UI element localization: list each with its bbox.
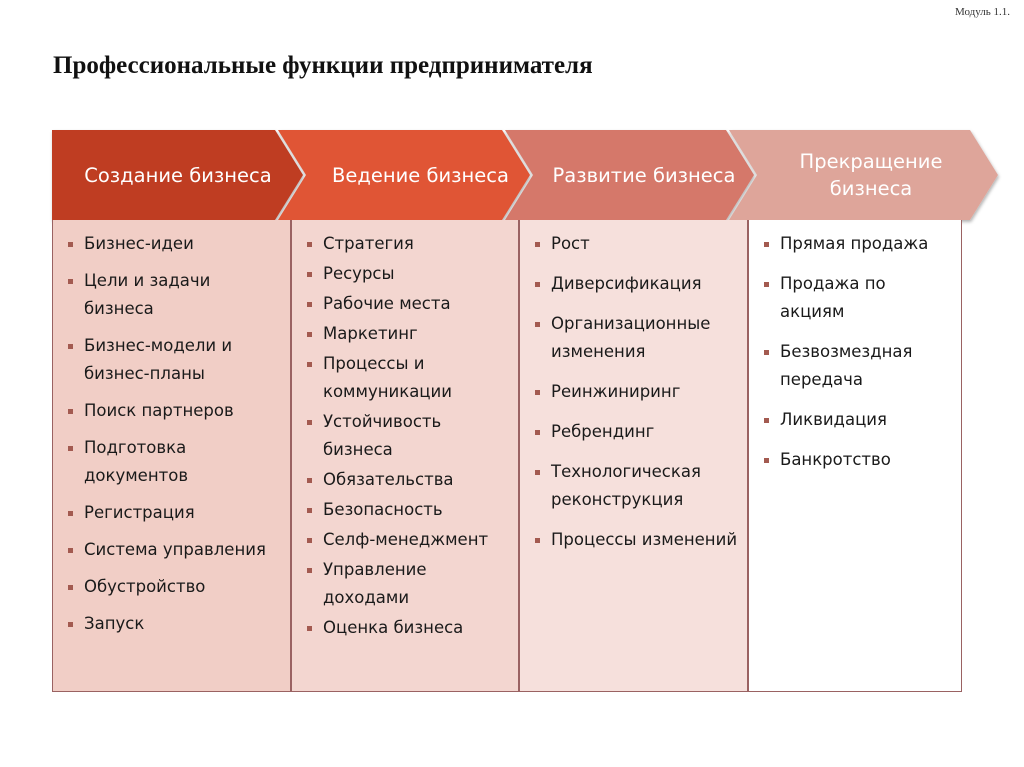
list-item: Цели и задачи бизнеса xyxy=(63,267,282,323)
list-item: Бизнес-модели и бизнес-планы xyxy=(63,332,282,388)
list-item: Ликвидация xyxy=(759,406,953,434)
list-item: Процессы и коммуникации xyxy=(302,350,510,406)
stage-label-running: Ведение бизнеса xyxy=(332,163,509,187)
list-item: Обязательства xyxy=(302,466,510,494)
list-item: Стратегия xyxy=(302,230,510,258)
list-item: Селф-менеджмент xyxy=(302,526,510,554)
list-item: Диверсификация xyxy=(530,270,739,298)
list-item: Ребрендинг xyxy=(530,418,739,446)
stage-column-running xyxy=(291,220,519,692)
stage-label-creation: Создание бизнеса xyxy=(84,163,272,187)
list-item: Запуск xyxy=(63,610,282,638)
list-item: Реинжиниринг xyxy=(530,378,739,406)
stage-items-creation xyxy=(63,230,282,638)
list-item: Рост xyxy=(530,230,739,258)
list-item: Поиск партнеров xyxy=(63,397,282,425)
page-title: Профессиональные функции предпринимателя xyxy=(53,52,593,79)
list-item: Технологическая реконструкция xyxy=(530,458,739,514)
list-item: Регистрация xyxy=(63,499,282,527)
stage-column-creation xyxy=(52,220,291,692)
list-item: Организационные изменения xyxy=(530,310,739,366)
stage-label-development: Развитие бизнеса xyxy=(552,163,736,187)
list-item: Процессы изменений xyxy=(530,526,739,554)
list-item: Банкротство xyxy=(759,446,953,474)
stage-column-development xyxy=(519,220,748,692)
stage-items-development xyxy=(530,230,739,554)
list-item: Оценка бизнеса xyxy=(302,614,510,642)
module-label: Модуль 1.1. xyxy=(954,6,1010,18)
stage-label-termination: Прекращение бизнеса xyxy=(799,150,943,200)
list-item: Устойчивость бизнеса xyxy=(302,408,510,464)
list-item: Ресурсы xyxy=(302,260,510,288)
list-item: Обустройство xyxy=(63,573,282,601)
list-item: Рабочие места xyxy=(302,290,510,318)
list-item: Прямая продажа xyxy=(759,230,953,258)
list-item: Бизнес-идеи xyxy=(63,230,282,258)
list-item: Продажа по акциям xyxy=(759,270,953,326)
list-item: Система управления xyxy=(63,536,282,564)
stage-items-running xyxy=(302,230,510,642)
list-item: Безопасность xyxy=(302,496,510,524)
list-item: Маркетинг xyxy=(302,320,510,348)
list-item: Безвозмездная передача xyxy=(759,338,953,394)
stage-items-termination xyxy=(759,230,953,474)
list-item: Управление доходами xyxy=(302,556,510,612)
stage-column-termination xyxy=(748,220,962,692)
list-item: Подготовка документов xyxy=(63,434,282,490)
